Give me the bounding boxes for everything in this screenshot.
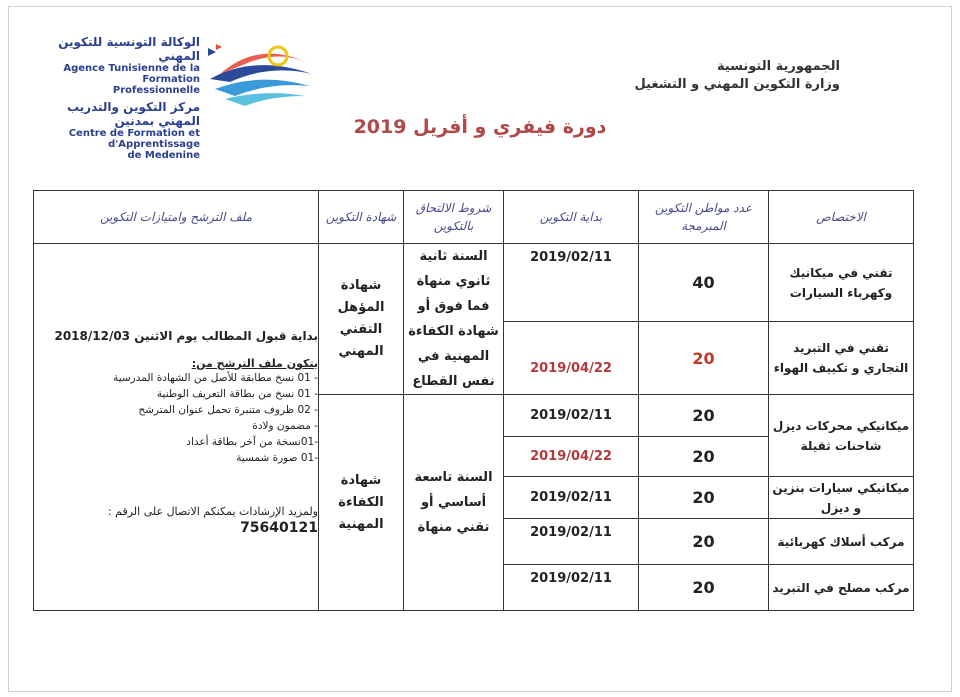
conditions-cell: السنة تاسعة أساسي أو تقني منهاة [404, 395, 504, 611]
col-start: بداية التكوين [504, 191, 639, 244]
col-specialty: الاختصاص [769, 191, 914, 244]
start-date-cell: 2019/02/11 [504, 244, 639, 322]
start-date-cell: 2019/02/11 [504, 395, 639, 437]
ministry-header [634, 58, 840, 94]
seats-cell: 20 [639, 395, 769, 437]
list-item: - 02 ظروف متنبرة تحمل عنوان المترشح [138, 403, 318, 416]
list-item: - 01 نسخ من بطاقة التعريف الوطنية [156, 387, 318, 400]
certificate-cell: شهادة الكفاءة المهنية [319, 395, 404, 611]
start-date-cell: 2019/02/11 [504, 519, 639, 565]
agency-name-fr-1: Agence Tunisienne de la Formation [63, 63, 200, 85]
specialty-cell: مركب أسلاك كهربائية [769, 519, 914, 565]
ministry-label: وزارة التكوين المهني و التشغيل [634, 77, 840, 92]
start-date-cell: 2019/02/11 [504, 565, 639, 611]
list-item: -01نسخة من آخر بطاقة أعداد [186, 435, 318, 448]
table-header-row [34, 191, 914, 244]
seats-cell: 20 [639, 477, 769, 519]
list-item: -01 صورة شمسية [236, 451, 318, 464]
application-file-cell [34, 244, 319, 611]
agency-header [40, 35, 200, 161]
col-certificate: شهادة التكوين [319, 191, 404, 244]
seats-cell: 40 [639, 244, 769, 322]
specialty-cell: تقني في ميكانيك وكهرباء السيارات [769, 244, 914, 322]
center-name-fr-1: Centre de Formation et d'Apprentissage [68, 128, 200, 150]
file-subtitle: يتكون ملف الترشح من: [191, 356, 318, 370]
agency-name-ar: الوكالة التونسية للتكوين المهني [58, 35, 200, 63]
agency-name-fr-2: Professionnelle [112, 85, 200, 96]
center-name-fr-2: de Medenine [127, 150, 200, 161]
start-date-cell: 2019/04/22 [504, 437, 639, 477]
specialty-cell: ميكانيكي سيارات بنزين و ديزل [769, 477, 914, 519]
seats-cell: 20 [639, 437, 769, 477]
page-title: دورة فيفري و أفريل 2019 [353, 116, 607, 138]
contact-note: ولمزيد الإرشادات يمكنكم الاتصال على الرقم : [107, 504, 318, 518]
col-file: ملف الترشح وامتيازات التكوين [34, 191, 319, 244]
list-item: - 01 نسخ مطابقة للأصل من الشهادة المدرسية [113, 371, 318, 384]
atfp-logo-icon [200, 34, 316, 114]
training-table [33, 190, 914, 611]
list-item: - مضمون ولادة [252, 419, 318, 432]
contact-phone: 75640121 [240, 519, 318, 536]
certificate-cell: شهادة المؤهل التقني المهني [319, 244, 404, 395]
col-seats: عدد مواطن التكوين المبرمجة [639, 191, 769, 244]
specialty-cell: ميكانيكي محركات ديزل شاحنات ثقيلة [769, 395, 914, 477]
application-start-note: بداية قبول المطالب يوم الاثنين 2018/12/03 [54, 328, 318, 343]
center-name-ar: مركز التكوين والتدريب المهني بمدنين [66, 100, 200, 128]
start-date-cell: 2019/02/11 [504, 477, 639, 519]
seats-cell: 20 [639, 519, 769, 565]
republic-label: الجمهورية التونسية [716, 59, 840, 74]
table-row [34, 244, 914, 322]
specialty-cell: مركب مصلح في التبريد [769, 565, 914, 611]
seats-cell: 20 [639, 565, 769, 611]
seats-cell: 20 [639, 322, 769, 395]
conditions-cell: السنة ثانية ثانوي منهاة فما فوق أو شهادة الكفاءة المهنية في نفس القطاع [404, 244, 504, 395]
specialty-cell: تقني في التبريد التجاري و تكييف الهواء [769, 322, 914, 395]
start-date-cell: 2019/04/22 [504, 322, 639, 395]
col-conditions: شروط الالتحاق بالتكوين [404, 191, 504, 244]
